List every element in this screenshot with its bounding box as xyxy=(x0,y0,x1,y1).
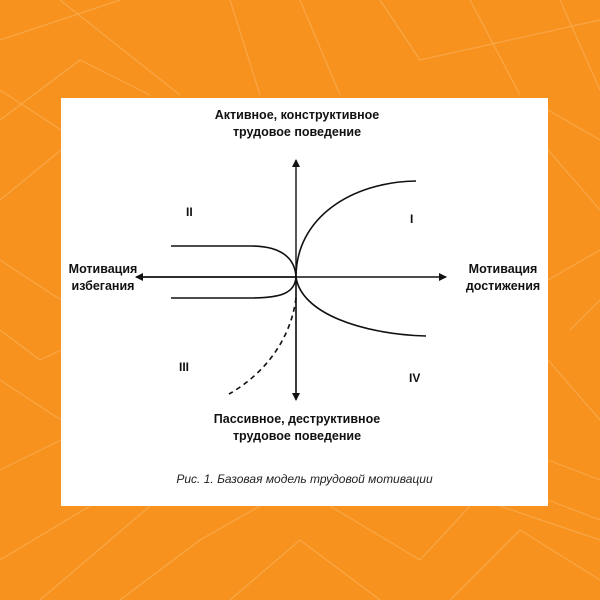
top-label xyxy=(197,107,397,141)
figure-caption: Рис. 1. Базовая модель трудовой мотивации xyxy=(176,472,433,486)
right-label-line1: Мотивация xyxy=(468,262,538,276)
top-label-line1: Активное, конструктивное xyxy=(214,108,380,122)
quadrant-label-2: II xyxy=(186,205,193,219)
quadrant-label-4: IV xyxy=(409,371,421,385)
quadrant-label-3: III xyxy=(179,360,190,374)
bottom-label-line1: Пассивное, деструктивное xyxy=(213,412,381,426)
diagram-card xyxy=(61,98,548,506)
top-label-line2: трудовое поведение xyxy=(232,125,362,139)
bottom-label xyxy=(197,411,397,445)
right-label xyxy=(459,261,547,295)
curve-passive-dashed xyxy=(229,298,296,394)
left-label-line2: избегания xyxy=(71,279,135,293)
right-label-line2: достижения xyxy=(465,279,541,293)
curve-achievement-upper xyxy=(296,181,416,277)
curve-avoidance-upper xyxy=(171,246,296,277)
left-label xyxy=(61,261,145,295)
quadrant-label-1: I xyxy=(410,212,414,226)
left-label-line1: Мотивация xyxy=(68,262,138,276)
bottom-label-line2: трудовое поведение xyxy=(232,429,362,443)
curve-avoidance-lower xyxy=(171,277,296,298)
curve-achievement-lower xyxy=(296,277,426,336)
